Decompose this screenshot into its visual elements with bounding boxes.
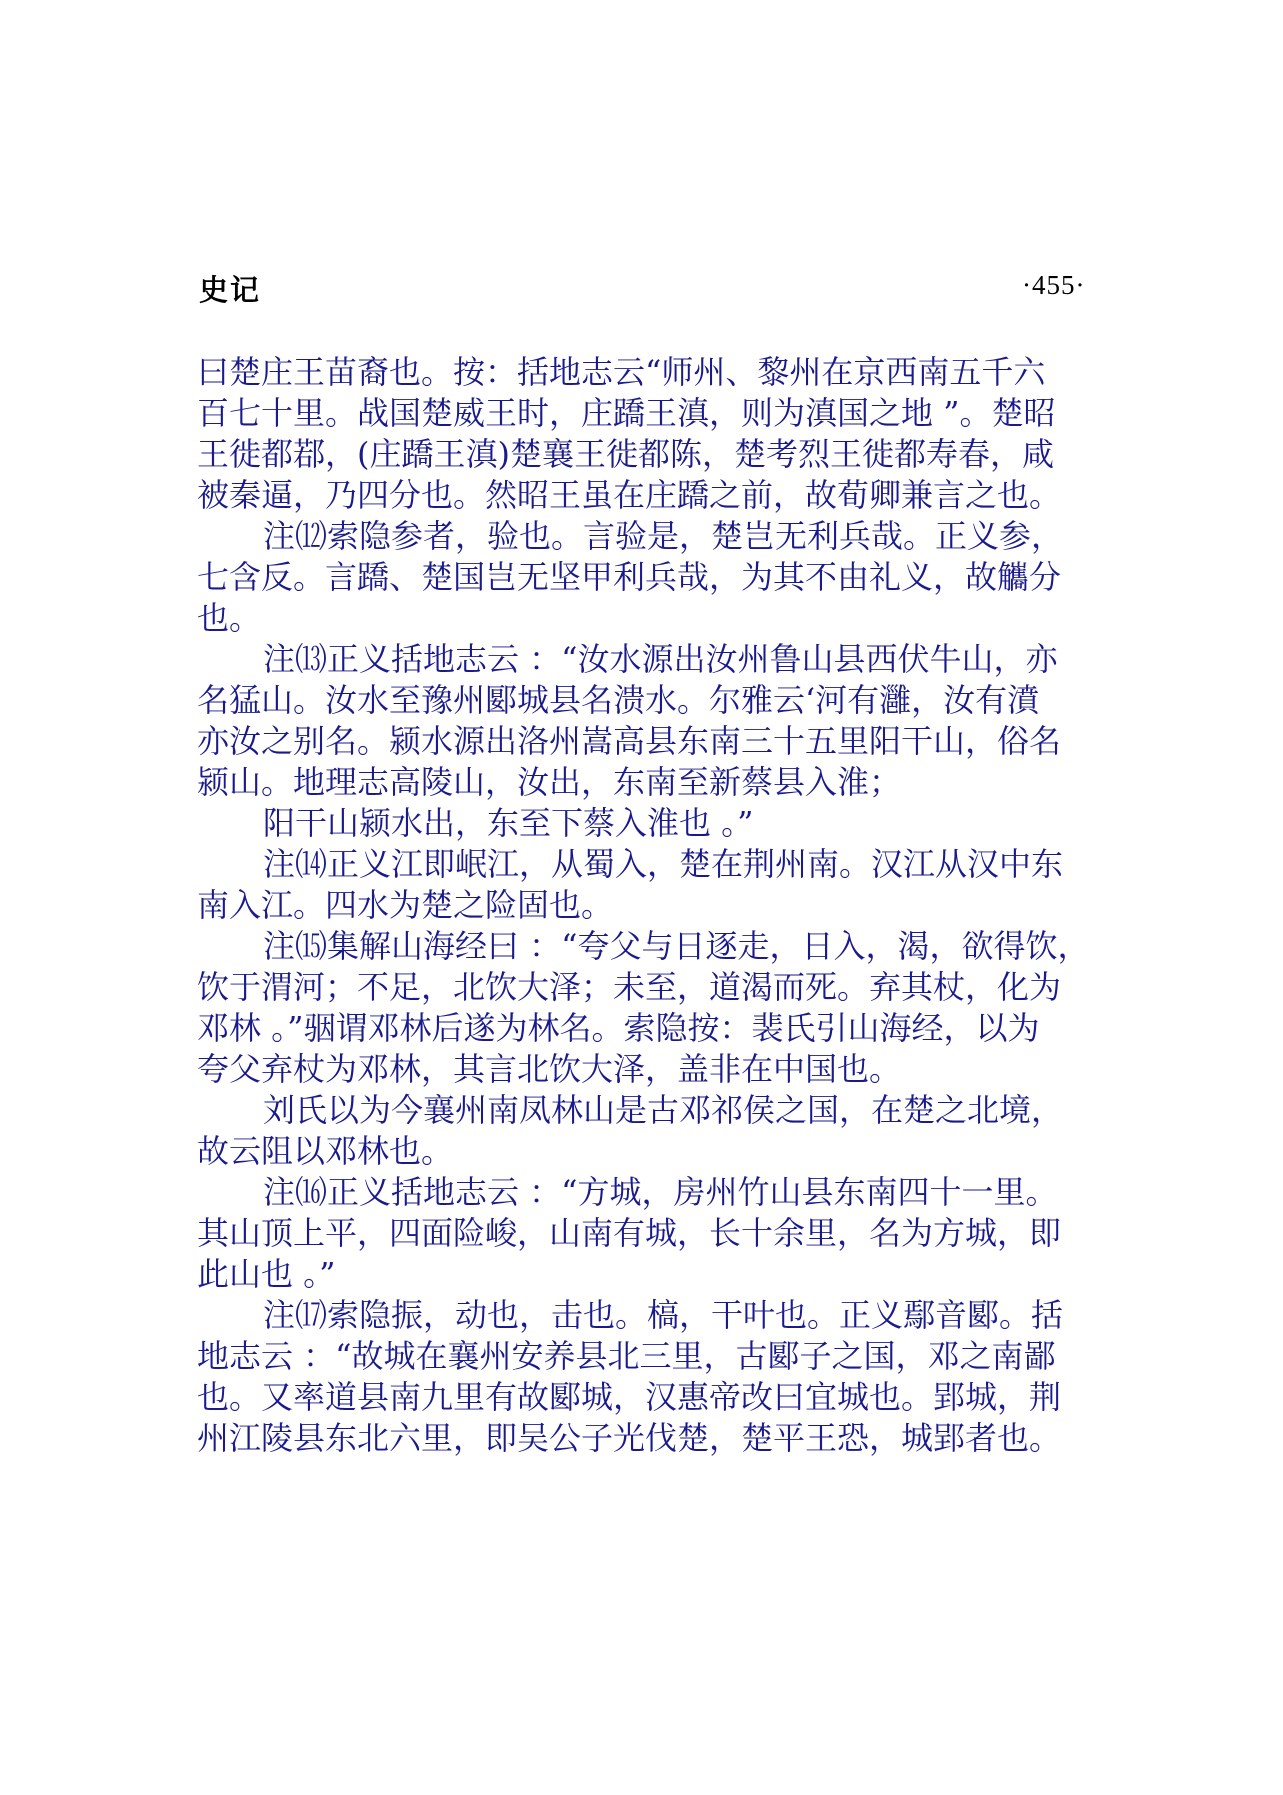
text-line: 也。又率道县南九里有故郾城，汉惠帝改曰宜城也。郢城，荆 [197,1378,1062,1416]
text-line: 注⑿索隐参者，验也。言验是，楚岂无利兵哉。正义参， [263,517,1064,555]
text-line: 注⒃正义括地志云 ：“方城，房州竹山县东南四十一里。 [263,1173,1058,1211]
text-line: 曰楚庄王苗裔也。按：括地志云“师州、黎州在京西南五千六 [197,353,1046,391]
text-line: 名猛山。汝水至豫州郾城县名溃水。尔雅云‘河有灉，汝有濆 [197,681,1040,719]
text-line: 百七十里。战国楚威王时，庄蹻王滇，则为滇国之地 ”。楚昭 [197,394,1056,432]
text-line: 颍山。地理志高陵山，汝出，东南至新蔡县入淮； [197,763,902,801]
text-line: 其山顶上平，四面险峻，山南有城，长十余里，名为方城，即 [197,1214,1062,1252]
text-line: 亦汝之别名。颍水源出洛州嵩高县东南三十五里阳干山，俗名 [197,722,1062,760]
text-line: 也。 [197,599,262,637]
text-line: 夸父弃杖为邓林，其言北饮大泽，盖非在中国也。 [197,1050,902,1088]
text-line: 州江陵县东北六里，即吴公子光伐楚，楚平王恐，城郢者也。 [197,1419,1062,1457]
text-line: 故云阻以邓林也。 [197,1132,454,1170]
text-line: 邓林 。”骃谓邓林后遂为林名。索隐按：裴氏引山海经，以为 [197,1009,1040,1047]
text-line: 注⒄索隐振，动也，击也。槁，干叶也。正义鄢音郾。括 [263,1296,1064,1334]
text-line: 阳干山颍水出，东至下蔡入淮也 。” [263,804,754,842]
running-title: 史记 [199,273,262,307]
body-text [197,352,1097,1459]
text-line: 七含反。言蹻、楚国岂无坚甲利兵哉，为其不由礼义，故觿分 [197,558,1062,596]
text-line: 王徙都鄀，(庄蹻王滇)楚襄王徙都陈，楚考烈王徙都寿春，咸 [197,435,1054,473]
text-line: 注⒂集解山海经曰 ：“夸父与日逐走，日入，渴，欲得饮， [263,927,1090,965]
page-number: ·455· [1022,270,1086,300]
text-line: 地志云 ：“故城在襄州安养县北三里，古郾子之国，邓之南鄙 [197,1337,1056,1375]
text-line: 南入江。四水为楚之险固也。 [197,886,614,924]
text-line: 刘氏以为今襄州南凤林山是古邓祁侯之国，在楚之北境， [263,1091,1064,1129]
text-line: 注⒀正义括地志云 ：“汝水源出汝州鲁山县西伏牛山，亦 [263,640,1058,678]
text-line: 被秦逼，乃四分也。然昭王虽在庄蹻之前，故荀卿兼言之也。 [197,476,1062,514]
text-line: 饮于渭河；不足，北饮大泽；未至，道渴而死。弃其杖，化为 [197,968,1062,1006]
text-line: 此山也 。” [197,1255,336,1293]
text-line: 注⒁正义江即岷江，从蜀入，楚在荆州南。汉江从汉中东 [263,845,1064,883]
